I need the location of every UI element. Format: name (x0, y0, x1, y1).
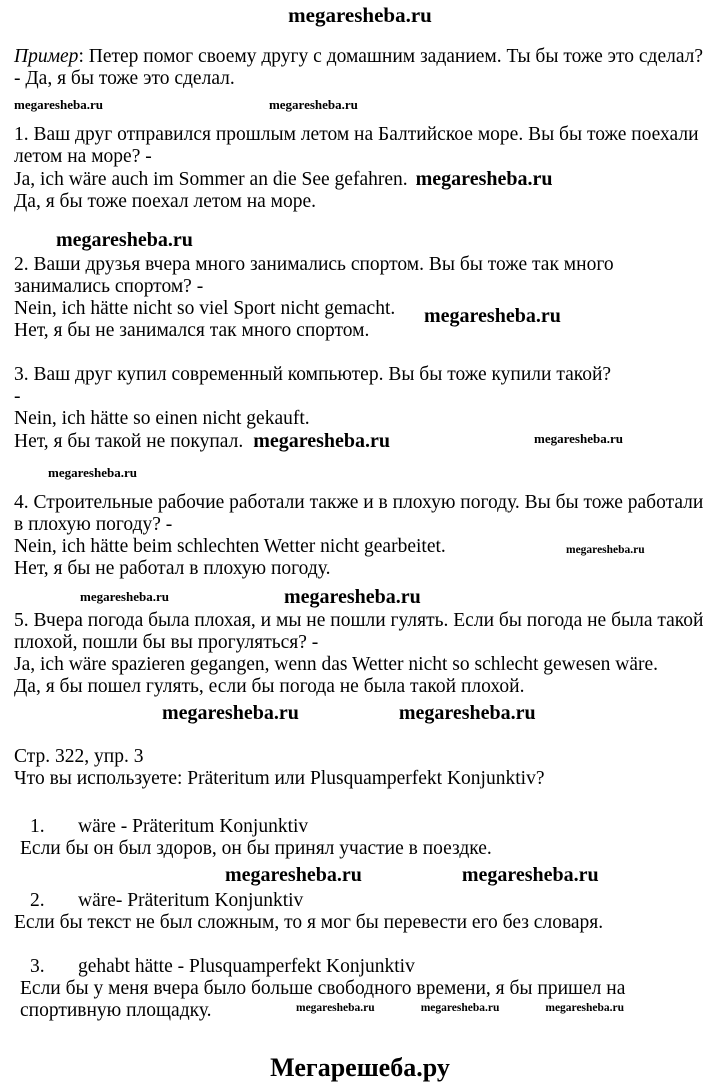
question-text: 4. Строительные рабочие работали также и в плохую погоду. Вы бы тоже работали в плохую погоду? - (14, 492, 704, 535)
example-text: : Петер помог своему другу с домашним заданием. Ты бы тоже это сделал? - Да, я бы тоже это сделал. (14, 46, 704, 89)
exercise-answer: gehabt hätte - Plusquamperfekt Konjunktiv (78, 956, 415, 977)
footer-brand: Мегарешеба.ру (270, 1053, 450, 1082)
exercise-answer-line (14, 956, 706, 978)
exercise-answer-line (14, 890, 706, 912)
watermark-row (80, 586, 706, 608)
exercise-number: 1. (30, 816, 45, 837)
exercise-item-2 (14, 254, 706, 342)
exercise-number: 3. (30, 956, 45, 977)
site-watermark: megaresheba.ru (461, 864, 599, 886)
german-answer (14, 536, 706, 558)
site-watermark: megaresheba.ru (225, 864, 362, 886)
example-paragraph (14, 46, 706, 90)
watermark-row (56, 229, 706, 252)
german-answer (14, 168, 706, 191)
exercise-item-5 (14, 610, 706, 698)
watermark-row (296, 997, 624, 1019)
exercise-item-4 (14, 492, 706, 580)
german-answer-text: Ja, ich wäre auch im Sommer an die See gefahren. (14, 169, 408, 190)
section-subtitle: Что вы используете: Präteritum или Plusquamperfekt Konjunktiv? (14, 768, 545, 789)
site-watermark: megaresheba.ru (420, 1002, 500, 1014)
site-watermark: megaresheba.ru (398, 702, 536, 724)
exercise-number: 2. (30, 890, 45, 911)
site-watermark: megaresheba.ru (48, 465, 137, 480)
example-label: Пример (14, 46, 79, 67)
question-text-continuation: - (14, 386, 21, 407)
section-title: Стр. 322, упр. 3 (14, 746, 144, 767)
exercise-answer: wäre- Präteritum Konjunktiv (78, 890, 304, 911)
grammar-exercise-1 (14, 816, 706, 860)
russian-answer-text: Нет, я бы такой не покупал. (14, 431, 244, 452)
site-watermark: megaresheba.ru (545, 1002, 625, 1014)
site-watermark: megaresheba.ru (253, 430, 391, 452)
site-watermark: megaresheba.ru (566, 544, 645, 556)
exercise-item-1 (14, 124, 706, 213)
question-text: 3. Ваш друг купил современный компьютер. Вы бы тоже купили такой? (14, 364, 612, 385)
site-watermark-header: megaresheba.ru (288, 3, 432, 27)
site-watermark: megaresheba.ru (268, 97, 358, 112)
watermark-row (162, 702, 706, 724)
exercise-answer-line (14, 816, 706, 838)
russian-answer: Да, я бы пошел гулять, если бы погода не была такой плохой. (14, 676, 525, 697)
german-answer: Nein, ich hätte so einen nicht gekauft. (14, 408, 310, 429)
exercise-sentence: Если бы текст не был сложным, то я мог бы перевести его без словаря. (14, 912, 604, 933)
grammar-exercise-2 (14, 890, 706, 934)
watermark-row (225, 864, 706, 886)
question-text: 2. Ваши друзья вчера много занимались спортом. Вы бы тоже так много занимались спортом? - (14, 254, 614, 297)
site-watermark: megaresheba.ru (162, 702, 299, 724)
site-watermark: megaresheba.ru (56, 229, 193, 251)
exercise-sentence: Если бы он был здоров, он бы принял участие в поездке. (20, 838, 492, 859)
exercise-answer: wäre - Präteritum Konjunktiv (78, 816, 309, 837)
site-watermark: megaresheba.ru (296, 1002, 375, 1014)
site-watermark: megaresheba.ru (80, 589, 169, 604)
german-answer: Nein, ich hätte nicht so viel Sport nicht gemacht. (14, 298, 396, 319)
russian-answer (14, 430, 706, 453)
russian-answer: Да, я бы тоже поехал летом на море. (14, 191, 317, 212)
watermark-row (14, 94, 706, 116)
exercise-sentence: Если бы у меня вчера было больше свободного времени, я бы пришел на спортивную площадку. (20, 978, 626, 1021)
site-watermark: megaresheba.ru (424, 305, 561, 327)
russian-answer: Нет, я бы не работал в плохую погоду. (14, 558, 331, 579)
exercise-item-3 (14, 364, 706, 453)
site-watermark: megaresheba.ru (283, 586, 421, 608)
site-watermark: megaresheba.ru (14, 97, 103, 112)
question-text: 5. Вчера погода была плохая, и мы не пошли гулять. Если бы погода не была такой плохой, пошли бы вы прогуляться? - (14, 610, 704, 653)
question-text: 1. Ваш друг отправился прошлым летом на Балтийское море. Вы бы тоже поехали летом на море? - (14, 124, 699, 167)
german-answer-text: Nein, ich hätte beim schlechten Wetter nicht gearbeitet. (14, 536, 446, 557)
site-watermark: megaresheba.ru (534, 431, 623, 446)
german-answer: Ja, ich wäre spazieren gegangen, wenn das Wetter nicht so schlecht gewesen wäre. (14, 654, 659, 675)
grammar-exercise-3 (14, 956, 706, 1022)
watermark-row (48, 461, 706, 484)
site-watermark: megaresheba.ru (415, 168, 553, 190)
russian-answer-text: Нет, я бы не занимался так много спортом. (14, 320, 370, 341)
